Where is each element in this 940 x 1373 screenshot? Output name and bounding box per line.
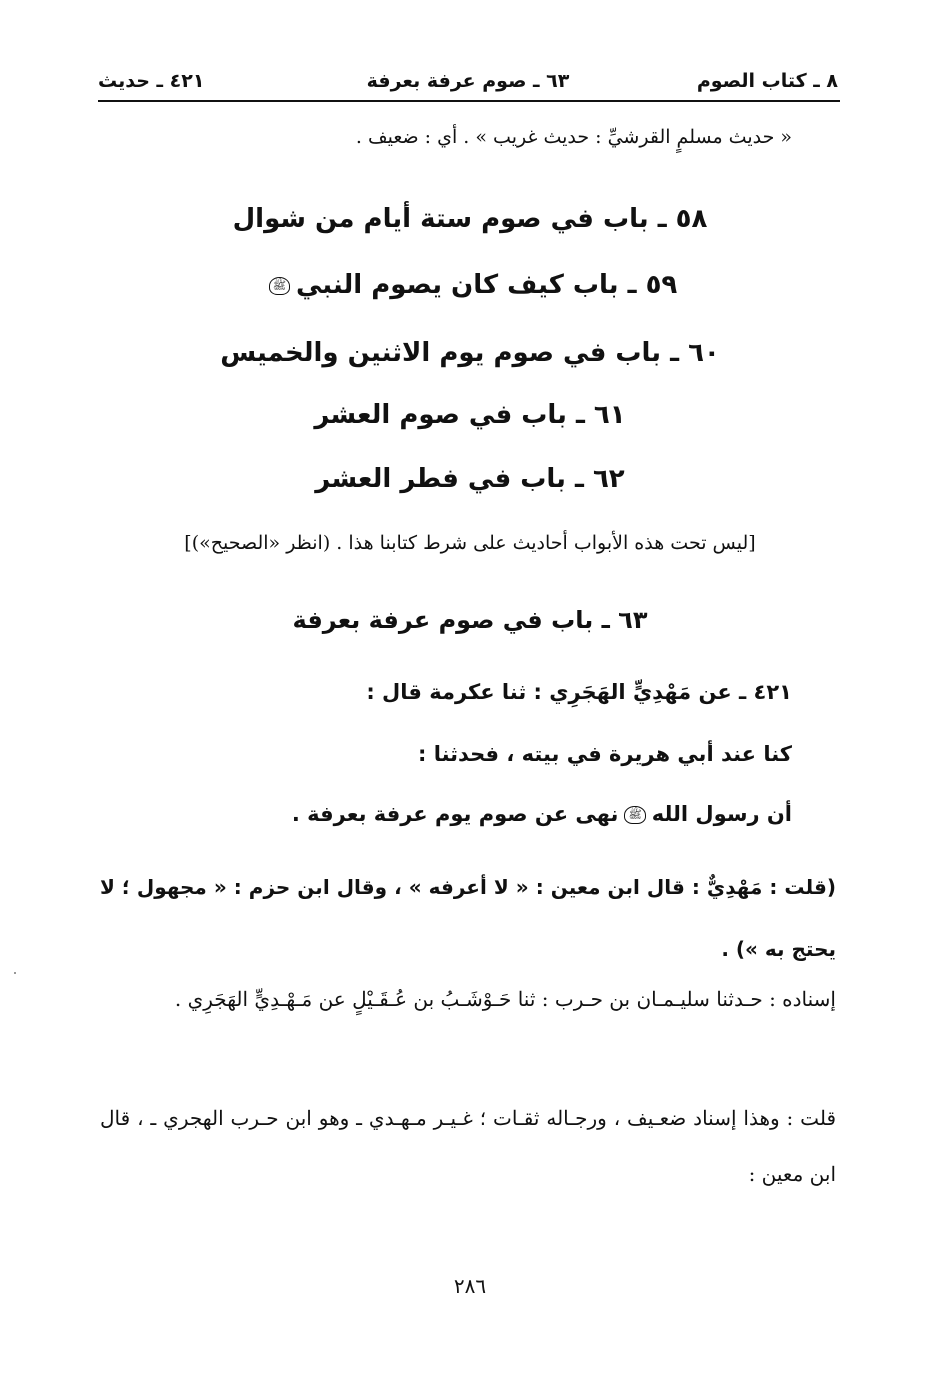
previous-hadith-note: « حديث مسلمٍ القرشيِّ : حديث غريب » . أي : ضعيف . [355,126,792,148]
salla-honorific-icon: ﷺ [269,277,290,295]
page-number: ٢٨٦ [453,1274,487,1298]
running-header [98,66,838,100]
hadith-line-2: كنا عند أبي هريرة في بيته ، فحدثنا : [417,742,792,766]
hadith-line-3-end: نهى عن صوم يوم عرفة بعرفة . [291,802,619,826]
hadith-line-3 [292,802,792,826]
isnad-paragraph: إسناده : حـدثنا سليـمـان بن حـرب : ثنا حَـوْشَـبُ بن عُـقَـيْلٍ عن مَـهْـدِيٍّ الهَجَرِي . [174,987,836,1011]
chapter-heading-58: ٥٨ ـ باب في صوم ستة أيام من شوال [232,204,708,234]
hadith-line-1: ٤٢١ ـ عن مَهْدِيٍّ الهَجَرِي : ثنا عكرمة قال : [366,680,792,704]
header-chapter-title: ٦٣ ـ صوم عرفة بعرفة [366,70,570,92]
salla-honorific-icon: ﷺ [624,806,645,824]
chapter-heading-59 [0,270,940,300]
chapter-heading-60: ٦٠ ـ باب في صوم يوم الاثنين والخميس [220,338,720,368]
header-book-title: ٨ ـ كتاب الصوم [696,70,838,92]
remark-paragraph: قلت : وهذا إسناد ضعـيف ، ورجـاله ثقـات ؛ غـيـر مـهـدي ـ وهو ابن حـرب الهجري ـ ، قال ابن معين : [100,1106,836,1186]
chapter-heading-62: ٦٢ ـ باب في فطر العشر [315,464,625,494]
chapters-editorial-note: [ليس تحت هذه الأبواب أحاديث على شرط كتابنا هذا . (انظر «الصحيح»)] [184,532,756,554]
hadith-line-3-start: أن رسول الله [651,802,792,826]
header-hadith-number: ٤٢١ ـ حديث [98,70,205,92]
author-comment: (قلت : مَهْدِيٌّ : قال ابن معين : « لا أعرفه » ، وقال ابن حزم : « مجهول ؛ لا يحتج به ») . [100,875,836,961]
header-divider [98,100,840,102]
scan-speck [14,972,16,974]
chapter-heading-59-text: ٥٩ ـ باب كيف كان يصوم النبي [295,270,678,300]
chapter-heading-61: ٦١ ـ باب في صوم العشر [314,400,626,430]
chapter-heading-63: ٦٣ ـ باب في صوم عرفة بعرفة [292,606,648,634]
